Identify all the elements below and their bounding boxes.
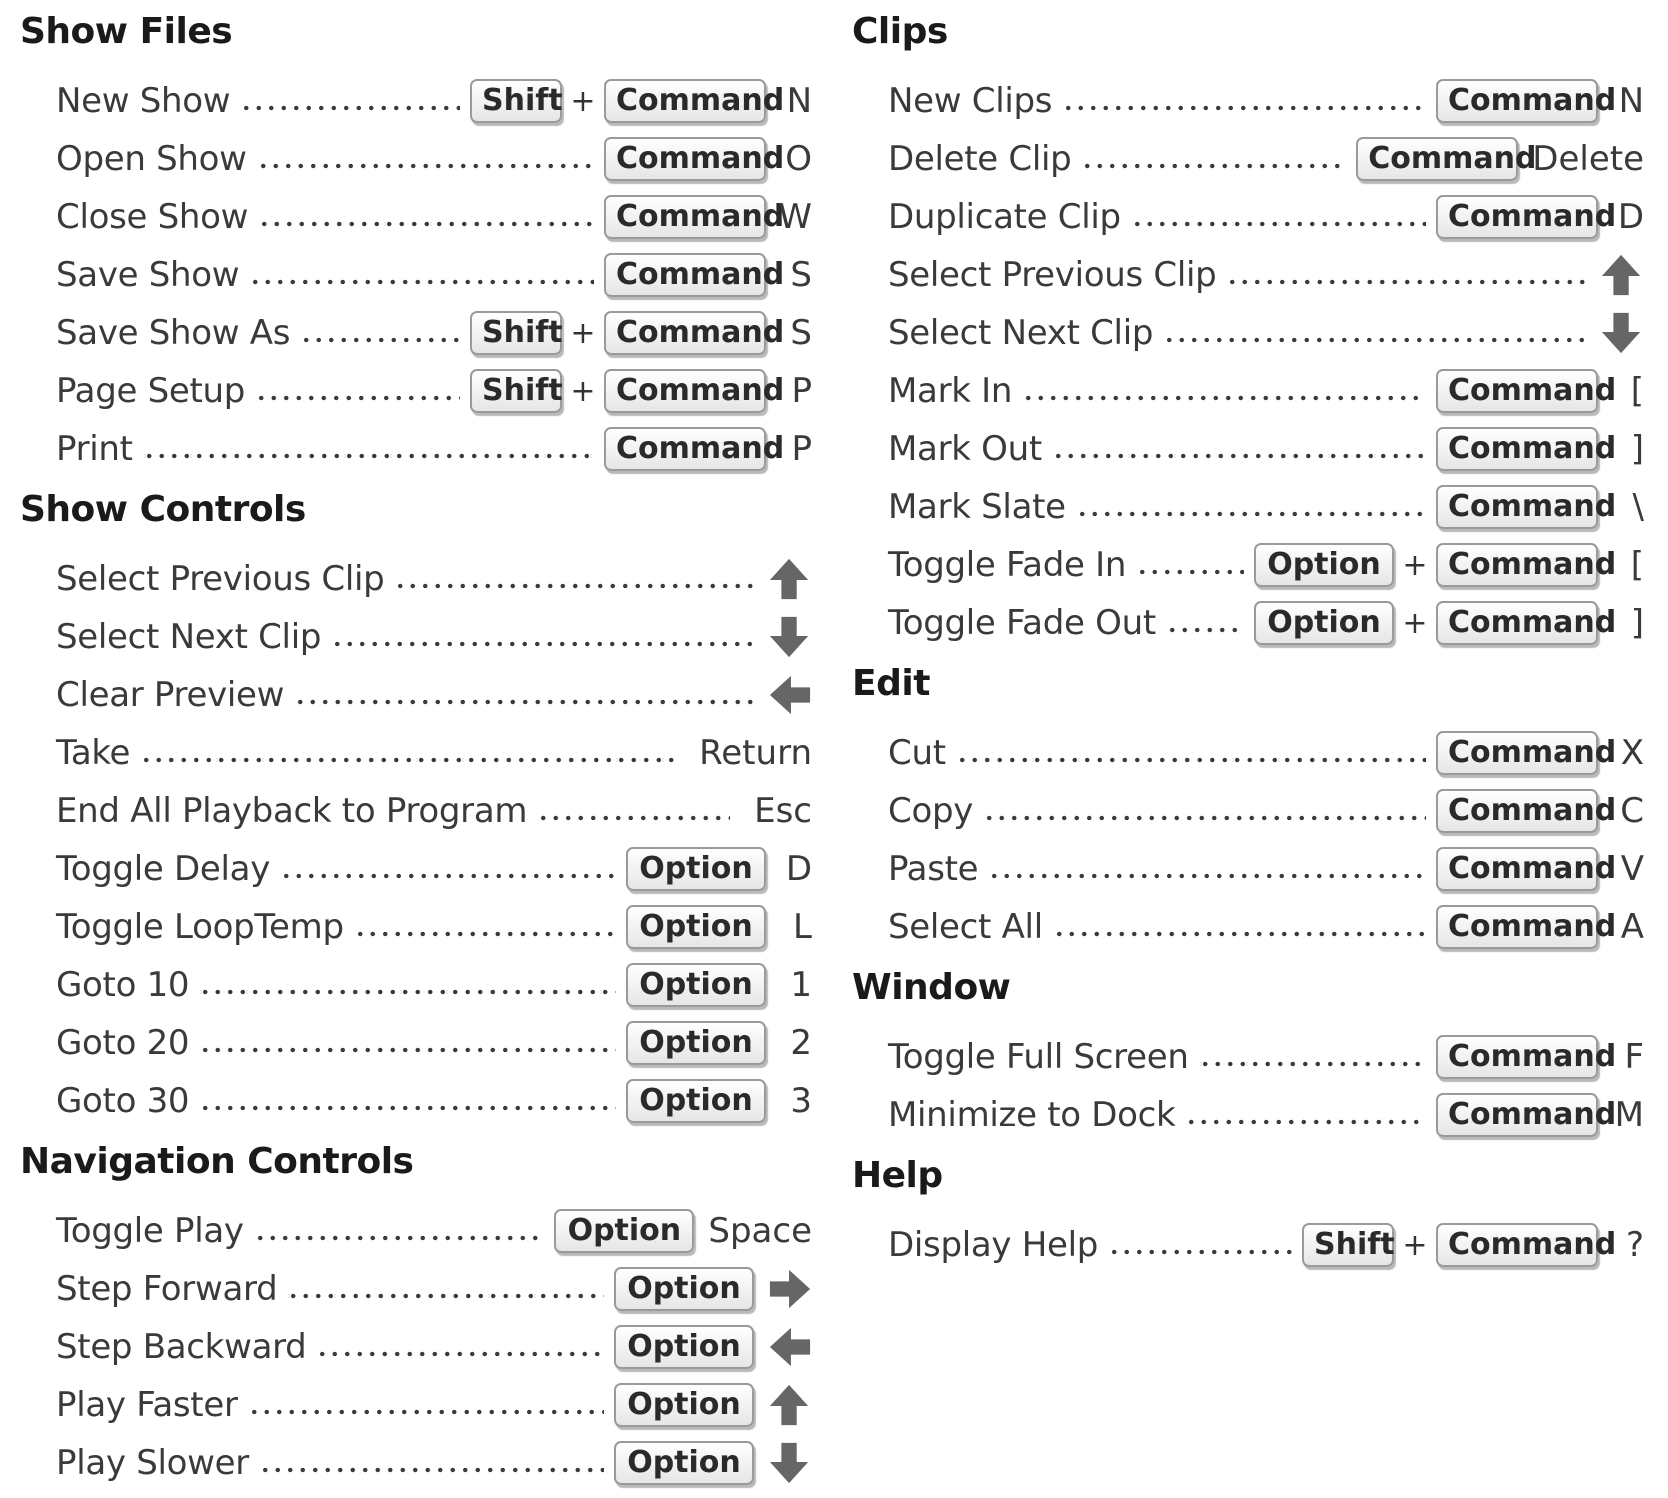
- shortcut-label: Step Backward: [56, 1327, 307, 1367]
- section-navigation-controls: [20, 1141, 812, 1492]
- key-combo: [1254, 543, 1644, 587]
- key-combo: [470, 369, 812, 413]
- key-combo: [1302, 1223, 1644, 1267]
- key-combo: [554, 1209, 812, 1253]
- key-combo: [766, 672, 812, 718]
- dot-leader: [287, 1292, 604, 1300]
- key-option: Option: [626, 847, 766, 891]
- key-command: Command: [1436, 1093, 1598, 1137]
- key-option: Option: [626, 1021, 766, 1065]
- dot-leader: [199, 988, 616, 996]
- section-title: Window: [852, 967, 1011, 1008]
- shortcut-row-end-all-playback-to-program: [20, 782, 812, 840]
- key-combo: [1598, 252, 1644, 298]
- shortcut-row-toggle-fade-out: [852, 594, 1644, 652]
- dot-leader: [1185, 1118, 1426, 1126]
- key-final: F: [1624, 1037, 1644, 1077]
- key-command: Command: [604, 195, 766, 239]
- section-edit: [852, 663, 1644, 956]
- shortcut-row-close-show: [20, 188, 812, 246]
- key-option: Option: [614, 1325, 754, 1369]
- key-final: 2: [790, 1023, 812, 1063]
- shortcut-label: Goto 20: [56, 1023, 190, 1063]
- key-combo: [626, 963, 812, 1007]
- key-final: [: [1630, 371, 1644, 411]
- shortcut-row-step-forward: [20, 1260, 812, 1318]
- key-combo: [614, 1440, 812, 1486]
- key-option: Option: [614, 1441, 754, 1485]
- shortcut-row-toggle-fade-in: [852, 536, 1644, 594]
- shortcut-label: Print: [56, 429, 133, 469]
- arrow-left-icon: [766, 1324, 812, 1370]
- dot-leader: [257, 162, 594, 170]
- shortcut-row-save-show: [20, 246, 812, 304]
- shortcut-label: Step Forward: [56, 1269, 278, 1309]
- dot-leader: [1076, 510, 1426, 518]
- dot-leader: [1226, 278, 1588, 286]
- shortcut-label: New Show: [56, 81, 231, 121]
- key-combo: [1436, 485, 1644, 529]
- dot-leader: [1166, 626, 1244, 634]
- dot-leader: [140, 756, 675, 764]
- key-combo: [626, 1079, 812, 1123]
- key-final: X: [1620, 733, 1644, 773]
- shortcut-row-toggle-full-screen: [852, 1028, 1644, 1086]
- shortcut-row-new-show: [20, 72, 812, 130]
- key-final: D: [1617, 197, 1644, 237]
- key-combo: [604, 427, 812, 471]
- key-combo: [685, 733, 812, 773]
- shortcut-row-new-clips: [852, 72, 1644, 130]
- key-shift: Shift: [470, 311, 562, 355]
- key-final: L: [793, 907, 812, 947]
- dot-leader: [199, 1046, 616, 1054]
- dot-leader: [316, 1350, 604, 1358]
- key-command: Command: [604, 253, 766, 297]
- key-final: Return: [699, 733, 812, 773]
- key-command: Command: [1436, 79, 1598, 123]
- arrow-up-icon: [766, 556, 812, 602]
- shortcut-row-play-faster: [20, 1376, 812, 1434]
- key-command: Command: [604, 137, 766, 181]
- key-final: ]: [1630, 429, 1644, 469]
- arrow-right-icon: [766, 1266, 812, 1312]
- shortcut-row-select-next-clip: [852, 304, 1644, 362]
- shortcut-row-copy: [852, 782, 1644, 840]
- dot-leader: [354, 930, 616, 938]
- shortcut-row-goto-20: [20, 1014, 812, 1072]
- key-final: P: [791, 371, 812, 411]
- shortcut-label: Select Next Clip: [56, 617, 322, 657]
- plus-sign: +: [570, 83, 596, 119]
- shortcut-row-display-help: [852, 1216, 1644, 1274]
- key-option: Option: [554, 1209, 694, 1253]
- key-final: V: [1620, 849, 1644, 889]
- key-combo: [1436, 79, 1644, 123]
- key-combo: [1356, 137, 1644, 181]
- plus-sign: +: [1402, 1227, 1428, 1263]
- shortcut-row-save-show-as: [20, 304, 812, 362]
- dot-leader: [143, 452, 594, 460]
- key-combo: [766, 614, 812, 660]
- key-combo: [470, 311, 812, 355]
- section-show-controls: [20, 489, 812, 1130]
- shortcut-label: Mark Out: [888, 429, 1042, 469]
- section-title: Navigation Controls: [20, 1141, 414, 1182]
- key-combo: [1436, 847, 1644, 891]
- key-final: N: [1618, 81, 1644, 121]
- shortcut-label: Play Slower: [56, 1443, 249, 1483]
- shortcut-row-toggle-delay: [20, 840, 812, 898]
- dot-leader: [983, 814, 1426, 822]
- key-command: Command: [1436, 543, 1598, 587]
- key-combo: [740, 791, 812, 831]
- shortcut-row-toggle-play: [20, 1202, 812, 1260]
- key-command: Command: [1436, 905, 1598, 949]
- shortcut-label: Mark In: [888, 371, 1013, 411]
- key-combo: [470, 79, 812, 123]
- dot-leader: [394, 582, 756, 590]
- shortcut-label: Play Faster: [56, 1385, 238, 1425]
- key-command: Command: [1436, 789, 1598, 833]
- key-command: Command: [604, 369, 766, 413]
- key-combo: [1436, 427, 1644, 471]
- shortcut-label: End All Playback to Program: [56, 791, 528, 831]
- dot-leader: [331, 640, 756, 648]
- key-combo: [1436, 195, 1644, 239]
- arrow-down-icon: [766, 1440, 812, 1486]
- dot-leader: [240, 104, 460, 112]
- shortcut-row-select-previous-clip: [20, 550, 812, 608]
- plus-sign: +: [570, 373, 596, 409]
- key-shift: Shift: [1302, 1223, 1394, 1267]
- shortcut-row-goto-10: [20, 956, 812, 1014]
- shortcut-row-step-backward: [20, 1318, 812, 1376]
- shortcut-row-minimize-to-dock: [852, 1086, 1644, 1144]
- arrow-down-icon: [1598, 310, 1644, 356]
- dot-leader: [1108, 1248, 1292, 1256]
- arrow-up-icon: [1598, 252, 1644, 298]
- section-help: [852, 1155, 1644, 1274]
- shortcut-label: Toggle Full Screen: [888, 1037, 1189, 1077]
- key-combo: [1598, 310, 1644, 356]
- shortcut-row-print: [20, 420, 812, 478]
- shortcut-label: Duplicate Clip: [888, 197, 1121, 237]
- section-show-files: [20, 11, 812, 478]
- shortcut-label: New Clips: [888, 81, 1053, 121]
- dot-leader: [1062, 104, 1426, 112]
- shortcut-row-play-slower: [20, 1434, 812, 1492]
- section-window: [852, 967, 1644, 1144]
- key-command: Command: [1436, 1223, 1598, 1267]
- key-combo: [1436, 1035, 1644, 1079]
- shortcut-label: Display Help: [888, 1225, 1099, 1265]
- key-final: [: [1630, 545, 1644, 585]
- key-combo: [1436, 731, 1644, 775]
- dot-leader: [1136, 568, 1244, 576]
- dot-leader: [300, 336, 460, 344]
- shortcut-row-page-setup: [20, 362, 812, 420]
- key-final: O: [785, 139, 812, 179]
- dot-leader: [248, 1408, 604, 1416]
- shortcut-row-select-all: [852, 898, 1644, 956]
- key-combo: [604, 195, 812, 239]
- key-final: ]: [1630, 603, 1644, 643]
- shortcut-label: Goto 30: [56, 1081, 190, 1121]
- key-option: Option: [1254, 601, 1394, 645]
- shortcut-label: Select Next Clip: [888, 313, 1154, 353]
- key-combo: [1436, 1093, 1644, 1137]
- key-combo: [614, 1266, 812, 1312]
- key-command: Command: [1436, 1035, 1598, 1079]
- key-final: ?: [1625, 1225, 1644, 1265]
- key-command: Command: [604, 79, 766, 123]
- shortcut-label: Minimize to Dock: [888, 1095, 1176, 1135]
- shortcut-row-toggle-looptemp: [20, 898, 812, 956]
- key-final: Delete: [1532, 139, 1644, 179]
- key-final: \: [1632, 487, 1644, 527]
- key-combo: [1436, 369, 1644, 413]
- shortcut-label: Select Previous Clip: [888, 255, 1217, 295]
- key-combo: [626, 1021, 812, 1065]
- key-combo: [626, 847, 812, 891]
- key-final: S: [790, 313, 812, 353]
- key-shift: Shift: [470, 79, 562, 123]
- shortcut-label: Page Setup: [56, 371, 246, 411]
- key-command: Command: [1436, 731, 1598, 775]
- shortcut-row-goto-30: [20, 1072, 812, 1130]
- key-option: Option: [614, 1267, 754, 1311]
- section-clips: [852, 11, 1644, 652]
- shortcut-label: Toggle Fade In: [888, 545, 1127, 585]
- shortcut-label: Goto 10: [56, 965, 190, 1005]
- plus-sign: +: [1402, 547, 1428, 583]
- key-final: A: [1620, 907, 1644, 947]
- key-final: S: [790, 255, 812, 295]
- shortcut-label: Take: [56, 733, 131, 773]
- left-column: [20, 0, 812, 1492]
- shortcut-label: Open Show: [56, 139, 247, 179]
- key-command: Command: [604, 427, 766, 471]
- shortcut-row-take: [20, 724, 812, 782]
- key-command: Command: [1436, 601, 1598, 645]
- section-title: Help: [852, 1155, 943, 1196]
- key-option: Option: [626, 905, 766, 949]
- shortcut-label: Copy: [888, 791, 974, 831]
- key-final: W: [778, 197, 812, 237]
- key-combo: [614, 1324, 812, 1370]
- key-option: Option: [614, 1383, 754, 1427]
- shortcut-row-open-show: [20, 130, 812, 188]
- shortcut-row-mark-out: [852, 420, 1644, 478]
- key-final: P: [791, 429, 812, 469]
- key-combo: [626, 905, 812, 949]
- dot-leader: [254, 1234, 545, 1242]
- key-option: Option: [626, 1079, 766, 1123]
- shortcut-label: Paste: [888, 849, 979, 889]
- section-title: Show Files: [20, 11, 233, 52]
- dot-leader: [1081, 162, 1346, 170]
- plus-sign: +: [1402, 605, 1428, 641]
- key-combo: [614, 1382, 812, 1428]
- shortcut-label: Toggle LoopTemp: [56, 907, 344, 947]
- dot-leader: [537, 814, 730, 822]
- section-title: Edit: [852, 663, 930, 704]
- plus-sign: +: [570, 315, 596, 351]
- key-command: Command: [604, 311, 766, 355]
- shortcut-row-select-next-clip: [20, 608, 812, 666]
- key-final: D: [785, 849, 812, 889]
- dot-leader: [199, 1104, 616, 1112]
- shortcut-label: Clear Preview: [56, 675, 285, 715]
- shortcut-label: Toggle Play: [56, 1211, 244, 1251]
- key-final: M: [1614, 1095, 1644, 1135]
- dot-leader: [1199, 1060, 1426, 1068]
- dot-leader: [988, 872, 1426, 880]
- shortcut-row-clear-preview: [20, 666, 812, 724]
- shortcut-label: Delete Clip: [888, 139, 1072, 179]
- key-combo: [604, 137, 812, 181]
- shortcut-label: Mark Slate: [888, 487, 1066, 527]
- key-final: 3: [790, 1081, 812, 1121]
- arrow-down-icon: [766, 614, 812, 660]
- key-shift: Shift: [470, 369, 562, 413]
- key-combo: [604, 253, 812, 297]
- key-final: 1: [790, 965, 812, 1005]
- shortcut-row-delete-clip: [852, 130, 1644, 188]
- section-title: Clips: [852, 11, 948, 52]
- shortcut-label: Save Show As: [56, 313, 291, 353]
- section-title: Show Controls: [20, 489, 306, 530]
- key-command: Command: [1356, 137, 1518, 181]
- key-option: Option: [1254, 543, 1394, 587]
- key-command: Command: [1436, 485, 1598, 529]
- shortcut-row-duplicate-clip: [852, 188, 1644, 246]
- shortcut-label: Cut: [888, 733, 946, 773]
- key-command: Command: [1436, 427, 1598, 471]
- key-combo: [1254, 601, 1644, 645]
- dot-leader: [258, 220, 594, 228]
- dot-leader: [294, 698, 756, 706]
- shortcut-label: Close Show: [56, 197, 249, 237]
- arrow-up-icon: [766, 1382, 812, 1428]
- key-combo: [766, 556, 812, 602]
- dot-leader: [280, 872, 616, 880]
- dot-leader: [1022, 394, 1426, 402]
- shortcut-label: Toggle Delay: [56, 849, 271, 889]
- shortcut-label: Toggle Fade Out: [888, 603, 1156, 643]
- dot-leader: [1052, 452, 1426, 460]
- key-command: Command: [1436, 195, 1598, 239]
- arrow-left-icon: [766, 672, 812, 718]
- shortcut-row-mark-in: [852, 362, 1644, 420]
- key-combo: [1436, 905, 1644, 949]
- key-final: Esc: [754, 791, 812, 831]
- dot-leader: [255, 394, 460, 402]
- dot-leader: [249, 278, 594, 286]
- shortcut-row-cut: [852, 724, 1644, 782]
- key-final: C: [1620, 791, 1644, 831]
- shortcut-label: Save Show: [56, 255, 240, 295]
- shortcut-row-paste: [852, 840, 1644, 898]
- key-final: N: [786, 81, 812, 121]
- key-final: Space: [708, 1211, 812, 1251]
- dot-leader: [956, 756, 1426, 764]
- key-option: Option: [626, 963, 766, 1007]
- shortcut-label: Select Previous Clip: [56, 559, 385, 599]
- right-column: [852, 0, 1644, 1274]
- key-combo: [1436, 789, 1644, 833]
- dot-leader: [1053, 930, 1426, 938]
- dot-leader: [259, 1466, 604, 1474]
- dot-leader: [1131, 220, 1426, 228]
- dot-leader: [1163, 336, 1588, 344]
- shortcut-label: Select All: [888, 907, 1043, 947]
- shortcut-row-select-previous-clip: [852, 246, 1644, 304]
- key-command: Command: [1436, 369, 1598, 413]
- shortcut-row-mark-slate: [852, 478, 1644, 536]
- key-command: Command: [1436, 847, 1598, 891]
